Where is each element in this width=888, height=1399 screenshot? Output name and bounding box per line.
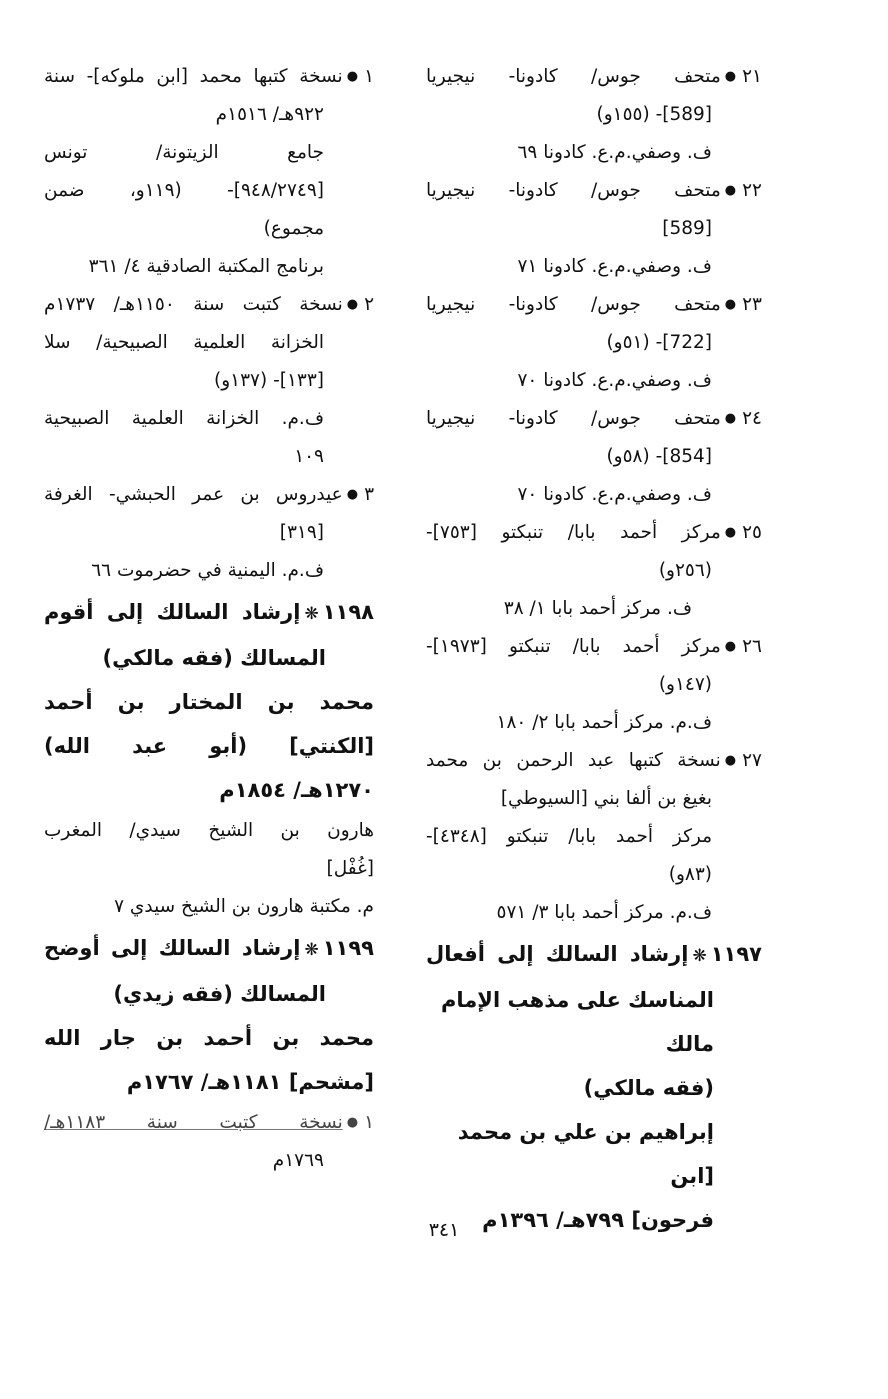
entry-number: ٢٤ xyxy=(742,408,762,429)
entry-22-line1 xyxy=(426,172,762,210)
entry-22-ref: ف. وصفي.م.ع. كادونا ٧١ xyxy=(517,256,712,277)
page-number: ٣٤١ xyxy=(428,1219,460,1241)
left-entry-2-ref1: ف.م. الخزانة العلمية الصبيحية xyxy=(44,408,324,429)
entry-27-line2: بغيغ بن ألفا بني [السيوطي] xyxy=(500,788,712,809)
title-1199-copy1-line2: ١٧٦٩م xyxy=(272,1150,324,1171)
left-entry-3-line2: [٣١٩] xyxy=(279,522,324,543)
left-column xyxy=(44,58,374,1180)
title-text: إرشاد السالك إلى أفعال xyxy=(426,942,689,966)
entry-text: عيدروس بن عمر الحبشي- الغرفة xyxy=(44,484,343,505)
left-entry-1-ref: برنامج المكتبة الصادقية ٤/ ٣٦١ xyxy=(88,256,324,277)
entry-text: متحف جوس/ كادونا- نيجيريا xyxy=(426,180,721,201)
entry-26-ref: ف.م. مركز أحمد بابا ٢/ ١٨٠ xyxy=(496,712,712,733)
title-1199-author2: [مشحم] ١١٨١هـ/ ١٧٦٧م xyxy=(126,1070,374,1094)
entry-24-line1 xyxy=(426,400,762,438)
entry-26-line2: (١٤٧و) xyxy=(658,674,712,695)
title-1198-line2: المسالك (فقه مالكي) xyxy=(102,646,326,670)
title-number: ١١٩٩ xyxy=(322,936,374,960)
title-number: ١١٩٨ xyxy=(322,600,374,624)
left-entry-3-ref: ف.م. اليمنية في حضرموت ٦٦ xyxy=(91,560,324,581)
left-entry-1-line1 xyxy=(44,58,374,96)
title-1198-author3: ١٢٧٠هـ/ ١٨٥٤م xyxy=(219,778,374,802)
entry-number: ١ xyxy=(364,1112,374,1133)
entry-number: ١ xyxy=(364,66,374,87)
entry-25-line2: (٢٥٦و) xyxy=(658,560,712,581)
entry-number: ٢٧ xyxy=(742,750,762,771)
title-text: إرشاد السالك إلى أقوم xyxy=(44,600,301,624)
bullet-icon: ● xyxy=(346,69,359,84)
title-1197-line1 xyxy=(426,932,762,978)
right-column xyxy=(426,58,762,1242)
bullet-icon: ● xyxy=(346,297,359,312)
title-1197-line2: المناسك على مذهب الإمام مالك xyxy=(441,988,714,1056)
bullet-icon: ● xyxy=(724,525,737,540)
title-1198-ref: م. مكتبة هارون بن الشيخ سيدي ٧ xyxy=(114,896,374,917)
title-1198-holder2: [غُفْل] xyxy=(326,858,374,879)
title-1199-author1: محمد بن أحمد بن جار الله xyxy=(44,1026,374,1050)
entry-text: متحف جوس/ كادونا- نيجيريا xyxy=(426,408,721,429)
entry-text: نسخة كتبت سنة ١١٥٠هـ/ ١٧٣٧م xyxy=(44,294,343,315)
title-1198-author2: [الكنتي] (أبو عبد الله) xyxy=(44,734,374,758)
title-1199-copy1-line1 xyxy=(44,1104,374,1142)
bullet-icon: ● xyxy=(724,69,737,84)
title-1198-line1 xyxy=(44,590,374,636)
entry-text: نسخة كتبها عبد الرحمن بن محمد xyxy=(426,750,721,771)
entry-25-ref: ف. مركز أحمد بابا ١/ ٣٨ xyxy=(503,598,692,619)
bullet-icon: ● xyxy=(724,183,737,198)
left-entry-2-line1 xyxy=(44,286,374,324)
title-1197-author2: فرحون] ٧٩٩هـ/ ١٣٩٦م xyxy=(482,1208,714,1232)
title-1197-line3: (فقه مالكي) xyxy=(583,1076,714,1100)
bullet-icon: ● xyxy=(346,1115,359,1130)
title-text: إرشاد السالك إلى أوضح xyxy=(44,936,301,960)
left-entry-1-line2: ٩٢٢هـ/ ١٥١٦م xyxy=(215,104,324,125)
entry-23-line2: [722]- (٥١و) xyxy=(606,332,712,353)
entry-text: مركز أحمد بابا/ تنبكتو [٧٥٣]- xyxy=(426,522,721,543)
entry-21-line2: [589]- (١٥٥و) xyxy=(596,104,712,125)
entry-21-ref: ف. وصفي.م.ع. كادونا ٦٩ xyxy=(517,142,712,163)
entry-text: نسخة كتبها محمد [ابن ملوكه]- سنة xyxy=(44,66,343,87)
entry-21-line1 xyxy=(426,58,762,96)
entry-number: ٢٥ xyxy=(742,522,762,543)
entry-text: متحف جوس/ كادونا- نيجيريا xyxy=(426,66,721,87)
entry-26-line1 xyxy=(426,628,762,666)
left-entry-1-line4: [٩٤٨/٢٧٤٩]- (١١٩و، ضمن xyxy=(44,180,324,201)
entry-number: ٣ xyxy=(364,484,374,505)
bullet-icon: ● xyxy=(724,753,737,768)
entry-27-ref: ف.م. مركز أحمد بابا ٣/ ٥٧١ xyxy=(496,902,712,923)
bullet-icon: ● xyxy=(724,297,737,312)
entry-23-ref: ف. وصفي.م.ع. كادونا ٧٠ xyxy=(517,370,712,391)
star-ornament-icon: ❋ xyxy=(304,604,319,624)
left-entry-2-line2: الخزانة العلمية الصبيحية/ سلا xyxy=(44,332,324,353)
title-1198-holder1: هارون بن الشيخ سيدي/ المغرب xyxy=(44,820,374,841)
entry-24-ref: ف. وصفي.م.ع. كادونا ٧٠ xyxy=(517,484,712,505)
left-entry-2-ref2: ١٠٩ xyxy=(294,446,324,467)
entry-23-line1 xyxy=(426,286,762,324)
bullet-icon: ● xyxy=(724,639,737,654)
entry-number: ٢١ xyxy=(742,66,762,87)
left-entry-2-line3: [١٣٣]- (١٣٧و) xyxy=(214,370,324,391)
bullet-icon: ● xyxy=(724,411,737,426)
entry-number: ٢٣ xyxy=(742,294,762,315)
title-number: ١١٩٧ xyxy=(710,942,762,966)
title-1197-author1: إبراهيم بن علي بن محمد [ابن xyxy=(457,1120,714,1188)
entry-24-line2: [854]- (٥٨و) xyxy=(606,446,712,467)
entry-number: ٢٢ xyxy=(742,180,762,201)
bullet-icon: ● xyxy=(346,487,359,502)
entry-text: متحف جوس/ كادونا- نيجيريا xyxy=(426,294,721,315)
entry-text: مركز أحمد بابا/ تنبكتو [١٩٧٣]- xyxy=(426,636,721,657)
entry-25-line1 xyxy=(426,514,762,552)
entry-27-line3: مركز أحمد بابا/ تنبكتو [٤٣٤٨]- xyxy=(426,826,712,847)
left-entry-1-line5: مجموع) xyxy=(263,218,324,239)
title-1198-author1: محمد بن المختار بن أحمد xyxy=(44,690,374,714)
entry-27-line1 xyxy=(426,742,762,780)
left-entry-1-line3: جامع الزيتونة/ تونس xyxy=(44,142,324,163)
entry-number: ٢٦ xyxy=(742,636,762,657)
left-entry-3-line1 xyxy=(44,476,374,514)
title-1199-line1 xyxy=(44,926,374,972)
entry-number: ٢ xyxy=(364,294,375,315)
entry-27-line4: (٨٣و) xyxy=(668,864,712,885)
title-1199-line2: المسالك (فقه زيدي) xyxy=(113,982,326,1006)
star-ornament-icon: ❋ xyxy=(692,946,707,966)
entry-text: نسخة كتبت سنة ١١٨٣هـ/ xyxy=(44,1112,343,1133)
entry-22-line2: [589] xyxy=(662,218,712,239)
star-ornament-icon: ❋ xyxy=(304,940,319,960)
